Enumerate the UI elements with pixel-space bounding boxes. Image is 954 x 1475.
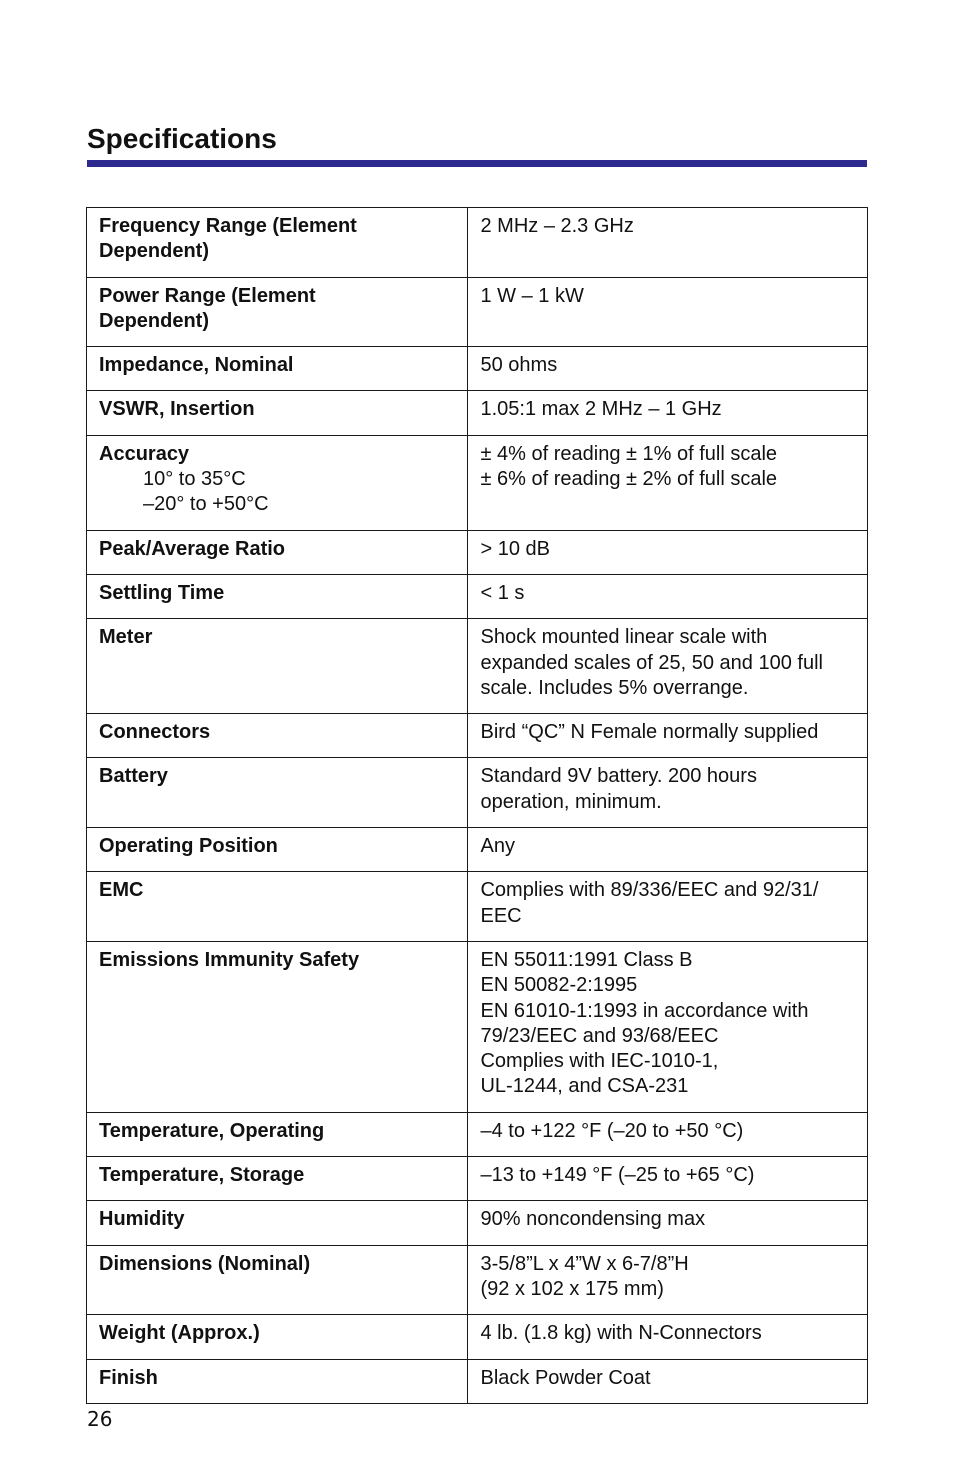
spec-value: UL-1244, and CSA-231 — [480, 1075, 689, 1098]
spec-value: Any — [480, 835, 515, 858]
spec-label: Operating Position — [99, 835, 278, 858]
spec-label: Dependent) — [99, 240, 209, 263]
table-row — [87, 574, 868, 618]
spec-label: Power Range (Element — [99, 284, 316, 307]
spec-label: Finish — [99, 1366, 158, 1389]
spec-label-cell — [87, 435, 468, 530]
spec-label: Weight (Approx.) — [99, 1322, 260, 1345]
spec-sublabel: 10° to 35°C — [143, 468, 246, 491]
spec-value: Complies with IEC-1010-1, — [480, 1050, 719, 1073]
spec-value: Bird “QC” N Female normally supplied — [480, 721, 819, 744]
spec-label: Battery — [99, 765, 168, 788]
spec-value-cell — [468, 758, 868, 828]
spec-value: operation, minimum. — [480, 790, 662, 813]
spec-label-cell — [87, 1112, 468, 1156]
spec-label: Humidity — [99, 1208, 185, 1231]
spec-value: ± 4% of reading ± 1% of full scale — [480, 442, 778, 465]
spec-label: Temperature, Storage — [99, 1164, 305, 1187]
table-row — [87, 1201, 868, 1245]
table-row — [87, 530, 868, 574]
spec-value: Complies with 89/336/EEC and 92/31/ — [480, 879, 819, 902]
title-underline — [87, 160, 867, 167]
spec-value: 90% noncondensing max — [480, 1208, 706, 1231]
spec-label-cell — [87, 828, 468, 872]
spec-value-cell — [468, 872, 868, 942]
table-row — [87, 941, 868, 1112]
spec-label: Temperature, Operating — [99, 1119, 325, 1142]
spec-label-cell — [87, 619, 468, 714]
spec-label-cell — [87, 1157, 468, 1201]
page-title: Specifications — [87, 123, 277, 154]
spec-value: EN 55011:1991 Class B — [480, 948, 693, 971]
spec-label: Settling Time — [99, 581, 225, 604]
table-row — [87, 1315, 868, 1359]
spec-value: –13 to +149 °F (–25 to +65 °C) — [480, 1164, 755, 1187]
spec-value: 3-5/8”L x 4”W x 6-7/8”H — [480, 1252, 689, 1275]
spec-value: scale. Includes 5% overrange. — [480, 676, 749, 699]
table-row — [87, 758, 868, 828]
spec-value: 2 MHz – 2.3 GHz — [480, 215, 634, 237]
spec-value-cell — [468, 435, 868, 530]
spec-value-cell — [468, 1245, 868, 1315]
spec-value: ± 6% of reading ± 2% of full scale — [480, 468, 778, 491]
table-row — [87, 1157, 868, 1201]
table-row — [87, 208, 868, 278]
specifications-table — [86, 207, 868, 1404]
spec-sublabel: –20° to +50°C — [143, 493, 269, 516]
table-row — [87, 714, 868, 758]
spec-label-cell — [87, 1315, 468, 1359]
spec-label-cell — [87, 1359, 468, 1403]
spec-label: Meter — [99, 626, 153, 649]
spec-value: Standard 9V battery. 200 hours — [480, 765, 757, 788]
spec-value: expanded scales of 25, 50 and 100 full — [480, 651, 823, 674]
spec-value-cell — [468, 1359, 868, 1403]
spec-value-cell — [468, 530, 868, 574]
spec-value-cell — [468, 391, 868, 435]
table-row — [87, 1245, 868, 1315]
spec-value: < 1 s — [480, 581, 525, 604]
table-row — [87, 828, 868, 872]
spec-label-cell — [87, 872, 468, 942]
spec-label: Peak/Average Ratio — [99, 537, 286, 560]
spec-value: EN 50082-2:1995 — [480, 974, 638, 997]
spec-value-cell — [468, 1112, 868, 1156]
spec-label-cell — [87, 208, 468, 278]
spec-label: Frequency Range (Element — [99, 215, 357, 237]
table-row — [87, 1112, 868, 1156]
table-row — [87, 435, 868, 530]
spec-label: EMC — [99, 879, 144, 902]
spec-label: Impedance, Nominal — [99, 354, 294, 377]
spec-label: Accuracy — [99, 442, 190, 465]
table-row — [87, 872, 868, 942]
spec-value: EN 61010-1:1993 in accordance with — [480, 999, 809, 1022]
spec-label-cell — [87, 574, 468, 618]
spec-value-cell — [468, 1201, 868, 1245]
table-row — [87, 277, 868, 347]
spec-value-cell — [468, 347, 868, 391]
table-row — [87, 619, 868, 714]
spec-value-cell — [468, 714, 868, 758]
spec-label-cell — [87, 714, 468, 758]
spec-value-cell — [468, 1157, 868, 1201]
spec-value: 79/23/EEC and 93/68/EEC — [480, 1024, 719, 1047]
spec-value: 1.05:1 max 2 MHz – 1 GHz — [480, 398, 722, 421]
spec-value-cell — [468, 941, 868, 1112]
spec-value-cell — [468, 828, 868, 872]
spec-label-cell — [87, 1245, 468, 1315]
specifications-table-body — [87, 208, 868, 1404]
spec-value-cell — [468, 574, 868, 618]
spec-label-cell — [87, 941, 468, 1112]
spec-label: VSWR, Insertion — [99, 398, 255, 421]
spec-value: 4 lb. (1.8 kg) with N-Connectors — [480, 1322, 762, 1345]
spec-label: Dimensions (Nominal) — [99, 1252, 311, 1275]
spec-label: Dependent) — [99, 309, 209, 332]
spec-value-cell — [468, 208, 868, 278]
spec-value-cell — [468, 1315, 868, 1359]
spec-value: –4 to +122 °F (–20 to +50 °C) — [480, 1119, 744, 1142]
spec-value: Black Powder Coat — [480, 1366, 651, 1389]
spec-value: > 10 dB — [480, 537, 550, 560]
spec-label-cell — [87, 758, 468, 828]
spec-value: EEC — [480, 904, 522, 927]
spec-label-cell — [87, 530, 468, 574]
spec-label: Connectors — [99, 721, 211, 744]
spec-label-cell — [87, 391, 468, 435]
spec-label: Emissions Immunity Safety — [99, 948, 360, 971]
spec-value-cell — [468, 619, 868, 714]
spec-label-cell — [87, 1201, 468, 1245]
spec-value: Shock mounted linear scale with — [480, 626, 768, 649]
spec-value: 50 ohms — [480, 354, 558, 377]
spec-label-cell — [87, 347, 468, 391]
spec-label-cell — [87, 277, 468, 347]
spec-value: 1 W – 1 kW — [480, 284, 584, 307]
page-number: 26 — [87, 1407, 113, 1431]
table-row — [87, 391, 868, 435]
spec-value-cell — [468, 277, 868, 347]
table-row — [87, 1359, 868, 1403]
table-row — [87, 347, 868, 391]
spec-value: (92 x 102 x 175 mm) — [480, 1277, 664, 1300]
